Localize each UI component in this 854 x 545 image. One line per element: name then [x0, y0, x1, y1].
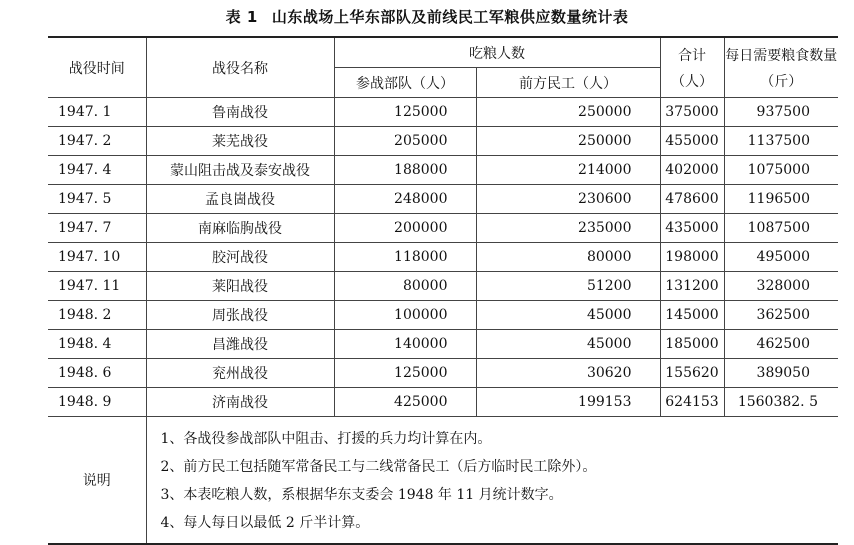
- header-daily: [724, 37, 838, 98]
- cell-troops: 200000: [334, 214, 476, 243]
- cell-total: 478600: [660, 185, 724, 214]
- cell-total: 375000: [660, 98, 724, 127]
- cell-name: 蒙山阻击战及泰安战役: [146, 156, 334, 185]
- cell-total: 131200: [660, 272, 724, 301]
- cell-daily: 1137500: [724, 127, 838, 156]
- table-row: [48, 185, 838, 214]
- cell-troops: 188000: [334, 156, 476, 185]
- cell-name: 济南战役: [146, 388, 334, 417]
- cell-time: 1947. 5: [48, 185, 146, 214]
- table-row: [48, 243, 838, 272]
- cell-name: 鲁南战役: [146, 98, 334, 127]
- cell-daily: 1075000: [724, 156, 838, 185]
- cell-time: 1947. 2: [48, 127, 146, 156]
- cell-total: 198000: [660, 243, 724, 272]
- table-row: [48, 359, 838, 388]
- header-daily-line2: （斤）: [760, 73, 803, 90]
- cell-daily: 495000: [724, 243, 838, 272]
- header-time: 战役时间: [48, 37, 146, 98]
- notes-row: [48, 417, 838, 545]
- cell-total: 145000: [660, 301, 724, 330]
- cell-troops: 140000: [334, 330, 476, 359]
- header-total: [660, 37, 724, 98]
- cell-daily: 1087500: [724, 214, 838, 243]
- cell-time: 1947. 4: [48, 156, 146, 185]
- table-title-text: 山东战场上华东部队及前线民工军粮供应数量统计表: [271, 8, 629, 26]
- table-row: [48, 156, 838, 185]
- cell-time: 1947. 10: [48, 243, 146, 272]
- cell-total: 624153: [660, 388, 724, 417]
- table-row: [48, 388, 838, 417]
- header-troops: 参战部队（人）: [334, 68, 476, 98]
- cell-name: 莱芜战役: [146, 127, 334, 156]
- cell-troops: 80000: [334, 272, 476, 301]
- cell-civilians: 80000: [476, 243, 660, 272]
- note-item: 1、各战役参战部队中阻击、打援的兵力均计算在内。: [160, 431, 492, 447]
- cell-troops: 205000: [334, 127, 476, 156]
- cell-daily: 462500: [724, 330, 838, 359]
- notes-label: 说明: [48, 417, 146, 545]
- cell-daily: 389050: [724, 359, 838, 388]
- table-row: [48, 272, 838, 301]
- cell-civilians: 250000: [476, 98, 660, 127]
- table-row: [48, 98, 838, 127]
- grain-supply-table: [48, 36, 838, 545]
- cell-time: 1948. 6: [48, 359, 146, 388]
- note-item: 3、本表吃粮人数，系根据华东支委会 1948 年 11 月统计数字。: [160, 487, 563, 503]
- cell-name: 孟良崮战役: [146, 185, 334, 214]
- cell-total: 435000: [660, 214, 724, 243]
- cell-troops: 125000: [334, 359, 476, 388]
- cell-civilians: 199153: [476, 388, 660, 417]
- table-row: [48, 214, 838, 243]
- header-eaters: 吃粮人数: [334, 37, 660, 68]
- note-item: 2、前方民工包括随军常备民工与二线常备民工（后方临时民工除外）。: [160, 459, 597, 475]
- cell-civilians: 235000: [476, 214, 660, 243]
- cell-time: 1948. 4: [48, 330, 146, 359]
- table-number: 表 1: [225, 8, 258, 26]
- cell-time: 1947. 7: [48, 214, 146, 243]
- cell-troops: 425000: [334, 388, 476, 417]
- cell-time: 1948. 2: [48, 301, 146, 330]
- cell-name: 兖州战役: [146, 359, 334, 388]
- table-row: [48, 301, 838, 330]
- cell-civilians: 30620: [476, 359, 660, 388]
- cell-troops: 118000: [334, 243, 476, 272]
- cell-troops: 100000: [334, 301, 476, 330]
- cell-total: 185000: [660, 330, 724, 359]
- table-title: [0, 6, 854, 27]
- cell-civilians: 250000: [476, 127, 660, 156]
- note-item: 4、每人每日以最低 2 斤半计算。: [160, 515, 370, 531]
- cell-total: 402000: [660, 156, 724, 185]
- header-total-line2: （人）: [671, 73, 713, 90]
- cell-name: 周张战役: [146, 301, 334, 330]
- cell-total: 155620: [660, 359, 724, 388]
- cell-time: 1947. 11: [48, 272, 146, 301]
- cell-civilians: 45000: [476, 330, 660, 359]
- cell-time: 1948. 9: [48, 388, 146, 417]
- cell-civilians: 214000: [476, 156, 660, 185]
- cell-name: 胶河战役: [146, 243, 334, 272]
- cell-troops: 248000: [334, 185, 476, 214]
- cell-civilians: 230600: [476, 185, 660, 214]
- table-row: [48, 330, 838, 359]
- cell-name: 昌潍战役: [146, 330, 334, 359]
- header-civilians: 前方民工（人）: [476, 68, 660, 98]
- cell-total: 455000: [660, 127, 724, 156]
- cell-name: 南麻临朐战役: [146, 214, 334, 243]
- cell-daily: 362500: [724, 301, 838, 330]
- header-total-line1: 合计: [678, 47, 706, 64]
- table-row: [48, 127, 838, 156]
- cell-daily: 1560382. 5: [724, 388, 838, 417]
- cell-daily: 937500: [724, 98, 838, 127]
- header-name: 战役名称: [146, 37, 334, 98]
- cell-name: 莱阳战役: [146, 272, 334, 301]
- notes-cell: [146, 417, 838, 545]
- cell-daily: 1196500: [724, 185, 838, 214]
- cell-civilians: 45000: [476, 301, 660, 330]
- cell-civilians: 51200: [476, 272, 660, 301]
- cell-time: 1947. 1: [48, 98, 146, 127]
- header-daily-line1: 每日需要粮食数量: [725, 47, 838, 64]
- cell-daily: 328000: [724, 272, 838, 301]
- cell-troops: 125000: [334, 98, 476, 127]
